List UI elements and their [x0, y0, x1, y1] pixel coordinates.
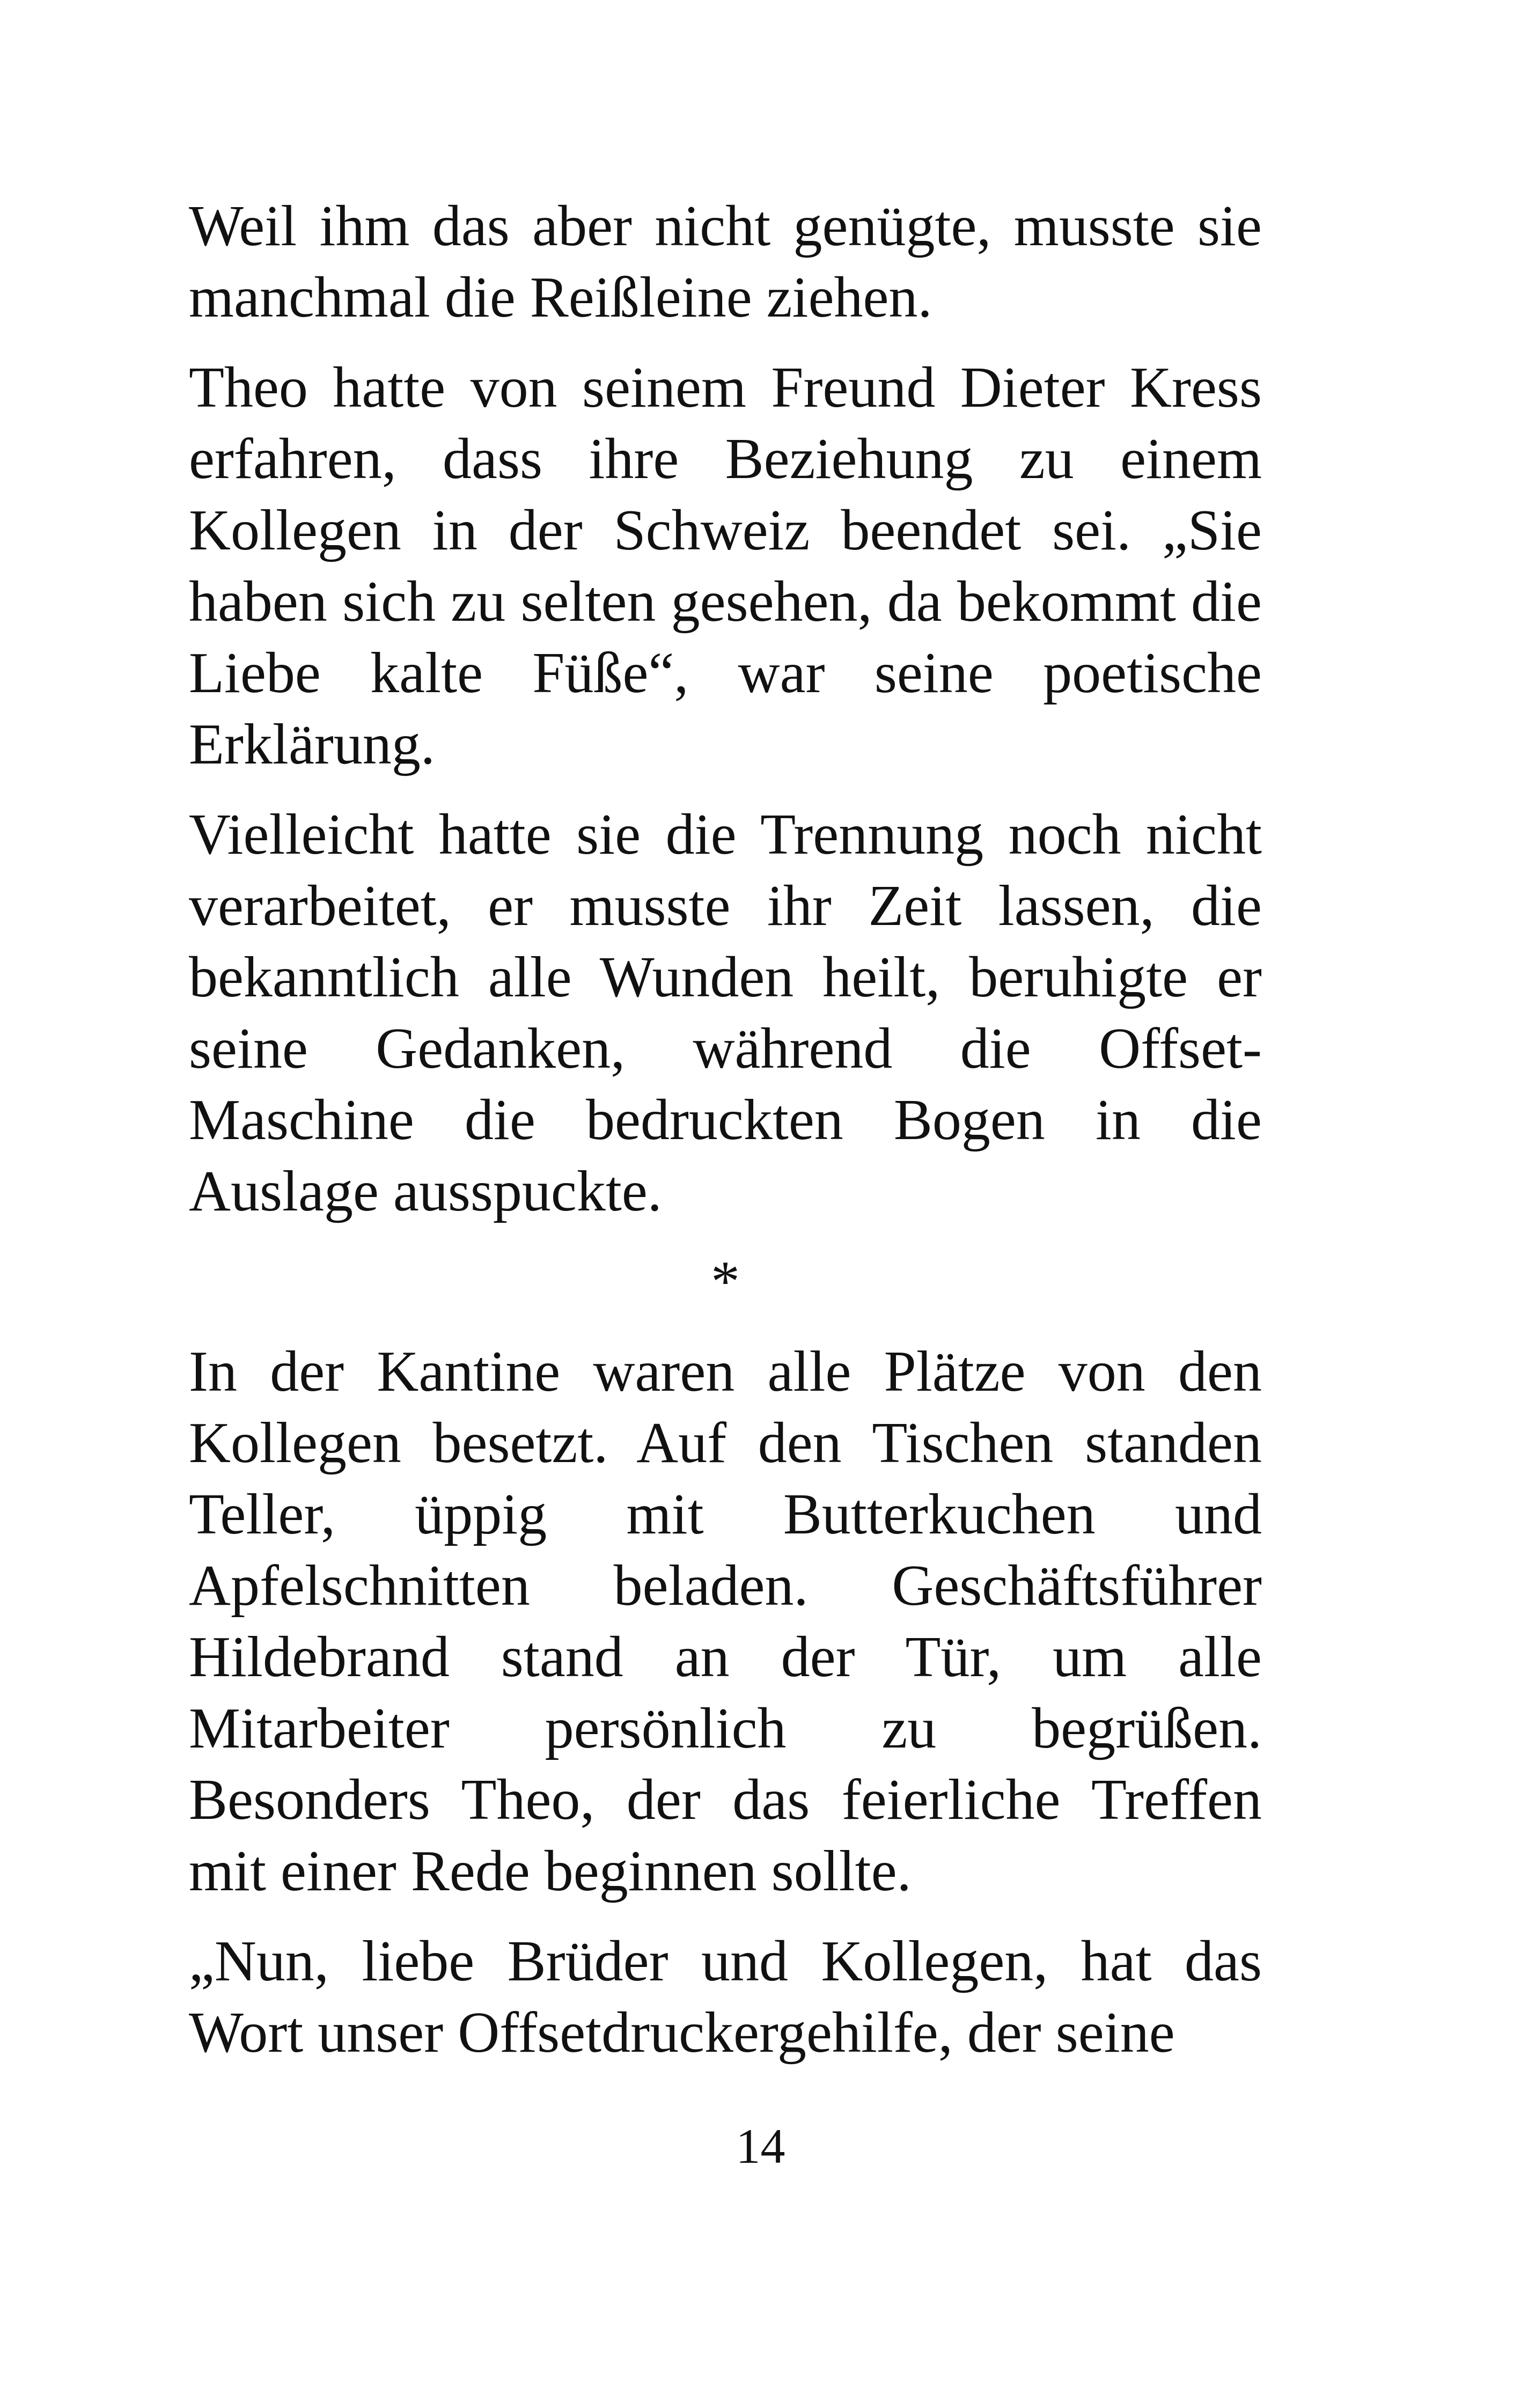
paragraph-2: Theo hatte von seinem Freund Dieter Kress erfahren, dass ihre Beziehung zu einem Kollegen in der Schweiz beendet sei. „Sie haben sich zu selten gesehen, da bekommt die Liebe kalte Füße“, war seine poetische Erklärung.: [189, 356, 1262, 776]
paragraph-1: Weil ihm das aber nicht genügte, musste sie manchmal die Reißleine ziehen.: [189, 194, 1262, 329]
page-number: 14: [736, 2119, 785, 2174]
paragraph-5: „Nun, liebe Brüder und Kollegen, hat das Wort unser Offsetdruckergehilfe, der seine: [189, 1929, 1262, 2065]
paragraph-4: In der Kantine waren alle Plätze von den Kollegen besetzt. Auf den Tischen standen Teller, üppig mit Butterkuchen und Apfelschnitten beladen. Geschäftsführer Hildebrand stand an der Tür, um alle Mitarbeiter persönlich zu begrüßen. Besonders Theo, der das feierliche Treffen mit einer Rede beginnen sollte.: [189, 1340, 1262, 1903]
paragraph-3: Vielleicht hatte sie die Trennung noch nicht verarbeitet, er musste ihr Zeit lassen, die bekanntlich alle Wunden heilt, beruhigte er seine Gedanken, während die Offset-Maschine die bedruckten Bogen in die Auslage ausspuckte.: [189, 803, 1262, 1223]
section-separator: *: [711, 1250, 740, 1313]
body-text: [189, 190, 1262, 2087]
